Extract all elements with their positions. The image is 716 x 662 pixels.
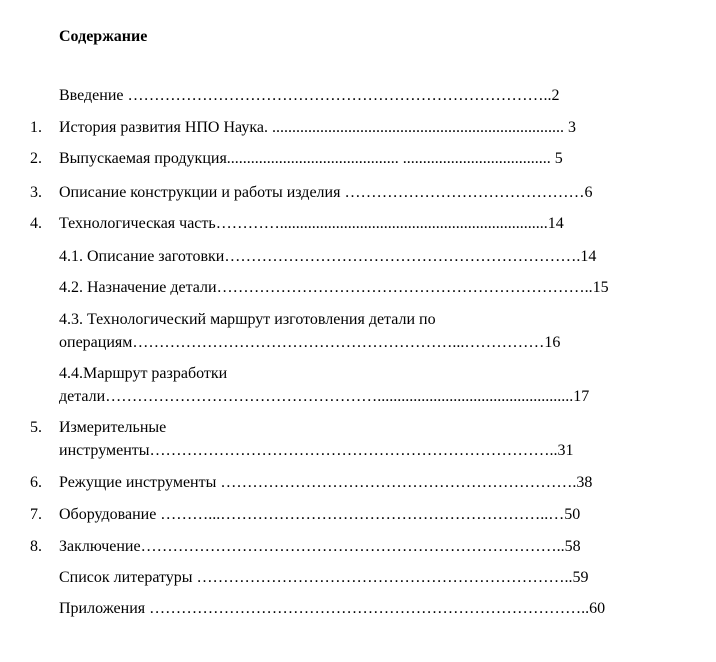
toc-entry-blank-description: 4.1. Описание заготовки………………………………………………………….14 xyxy=(59,248,597,265)
toc-entry-measuring-line1: Измерительные xyxy=(59,419,167,436)
toc-entry-references: Список литературы ……………………………………………………………..59 xyxy=(59,569,589,586)
toc-entry-equipment: Оборудование ………...……………………………………………………..…50 xyxy=(59,506,581,523)
toc-number: 3. xyxy=(30,184,42,201)
toc-entry-development-line1: 4.4.Маршрут разработки xyxy=(59,365,228,382)
toc-number: 8. xyxy=(30,538,42,555)
toc-entry-route-line2: операциям……………………………………………………...……………16 xyxy=(59,334,561,351)
toc-entry-appendices: Приложения ………………………………………………………………………..60 xyxy=(59,600,606,617)
toc-entry-technological-part: Технологическая часть…………...................................................................14 xyxy=(59,215,564,232)
toc-entry-introduction: Введение ……………………………………………………………………..2 xyxy=(59,87,560,104)
toc-entry-development-line2: детали…………………………………………….................................................17 xyxy=(59,388,590,405)
toc-number: 1. xyxy=(30,119,42,136)
toc-entry-part-purpose: 4.2. Назначение детали……………………………………………………………..15 xyxy=(59,279,609,296)
toc-entry-conclusion: Заключение……………………………………………………………………..58 xyxy=(59,538,581,555)
page-title: Содержание xyxy=(59,28,148,45)
toc-number: 7. xyxy=(30,506,42,523)
toc-number: 6. xyxy=(30,474,42,491)
toc-number: 2. xyxy=(30,150,42,167)
toc-entry-products: Выпускаемая продукция........................................... ..................................... 5 xyxy=(59,150,563,167)
toc-entry-history: История развития НПО Наука. ......................................................................... 3 xyxy=(59,119,576,136)
toc-number: 5. xyxy=(30,419,42,436)
toc-entry-cutting-tools: Режущие инструменты ………………………………………………………….38 xyxy=(59,474,593,491)
toc-number: 4. xyxy=(30,215,42,232)
toc-entry-measuring-line2: инструменты…………………………………………………………………..31 xyxy=(59,442,574,459)
toc-entry-construction: Описание конструкции и работы изделия ………………………………………6 xyxy=(59,184,593,201)
toc-entry-route-line1: 4.3. Технологический маршрут изготовления детали по xyxy=(59,311,436,328)
